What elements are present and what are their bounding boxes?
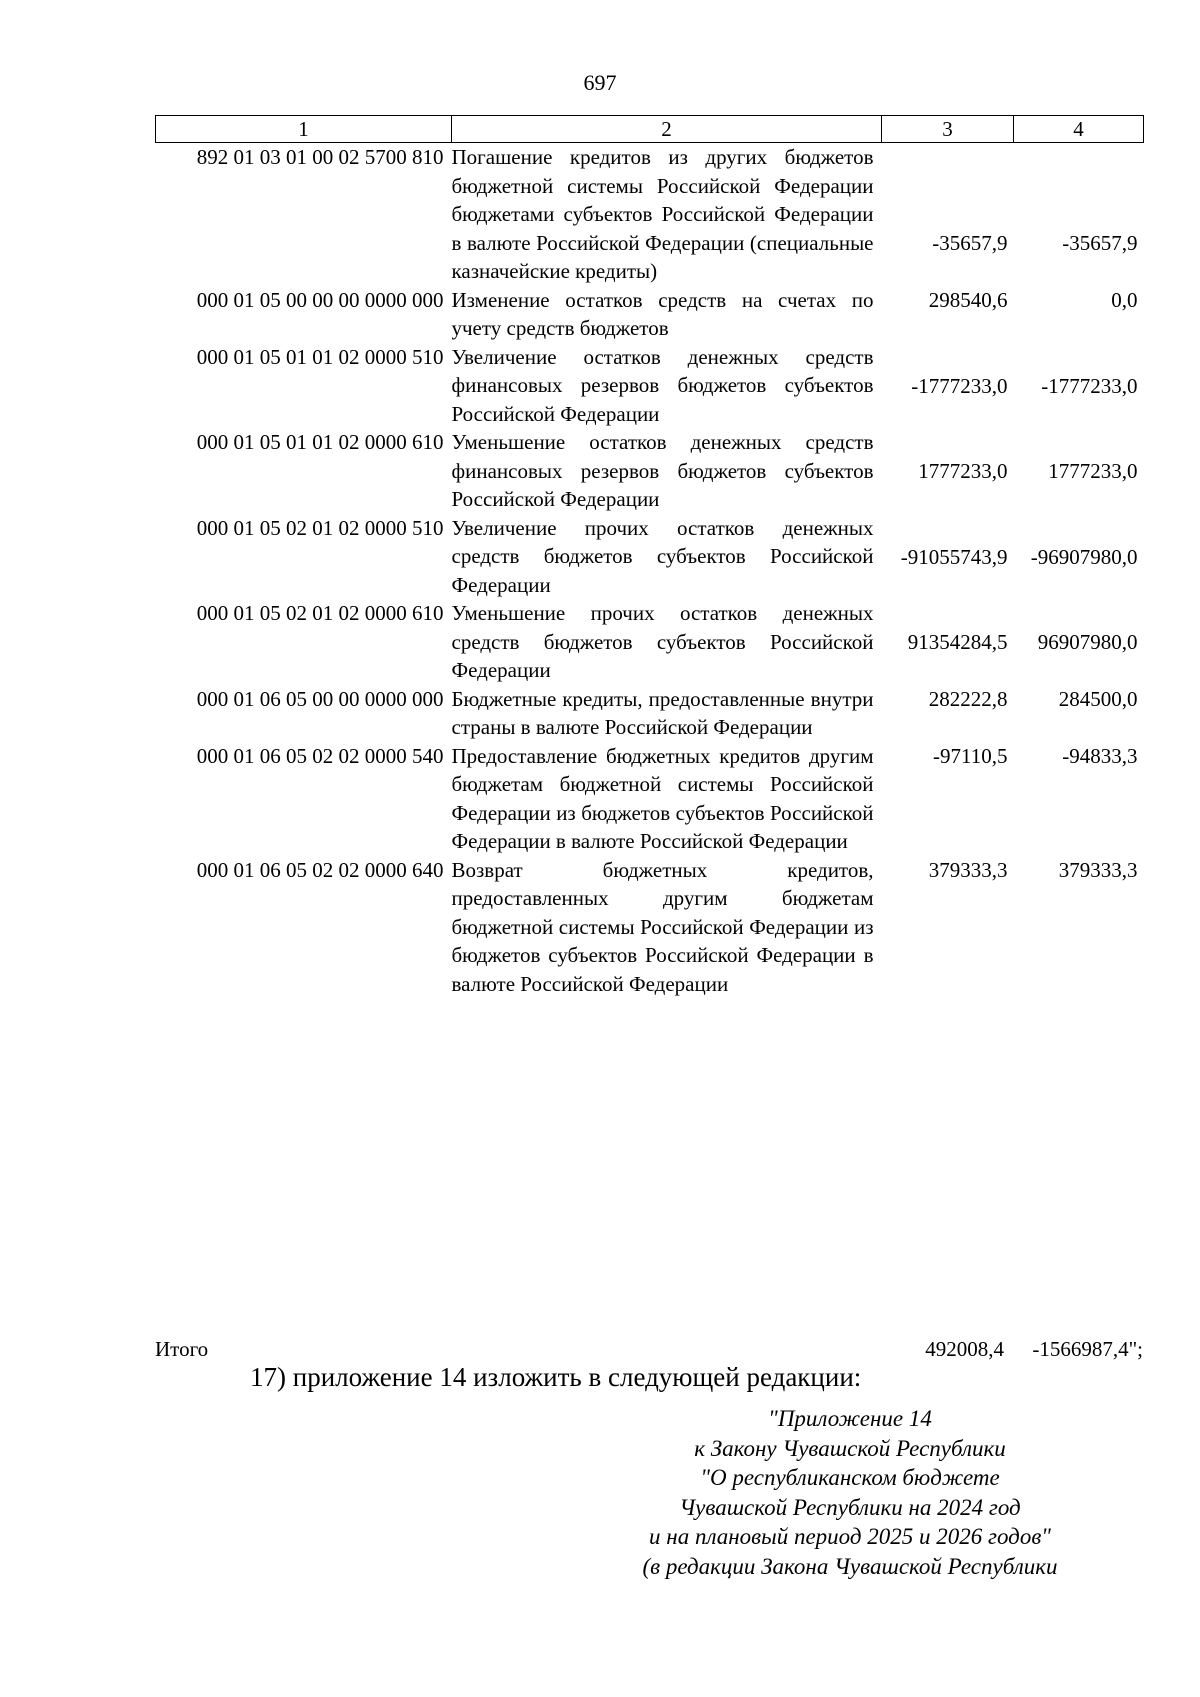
appendix-line: "О республиканском бюджете	[700, 1465, 1000, 1490]
appendix-line: к Закону Чувашской Республики	[694, 1435, 1006, 1461]
table-row	[156, 428, 1144, 514]
value-col3: 379333,3	[928, 857, 1008, 882]
budget-code: 000 01 05 01 01 02 0000 510	[196, 344, 444, 369]
total-value-col4: -1566987,4";	[1032, 1337, 1143, 1361]
column-header-1: 1	[156, 116, 452, 143]
value-col4: -94833,3	[1062, 743, 1138, 768]
row-description: Погашение кредитов из других бюджетов бюджетной системы Российской Федерации бюджетами субъектов Российской Федерации в валюте Российской Федерации (специальные казначейские кредиты)	[451, 145, 874, 283]
table-row	[156, 742, 1144, 856]
total-label: Итого	[155, 1337, 209, 1361]
value-col3: -91055743,9	[900, 544, 1008, 569]
row-description: Увеличение остатков денежных средств финансовых резервов бюджетов субъектов Российской Федерации	[451, 344, 874, 426]
column-header-3: 3	[882, 116, 1014, 143]
value-col4: 284500,0	[1058, 687, 1138, 711]
row-description: Бюджетные кредиты, предоставленные внутри страны в валюте Российской Федерации	[451, 686, 874, 739]
value-col3: 282222,8	[928, 687, 1008, 711]
row-description: Уменьшение прочих остатков денежных средств бюджетов субъектов Российской Федерации	[451, 601, 874, 682]
appendix-heading	[560, 1404, 1140, 1581]
table-row	[156, 856, 1144, 999]
value-col4: 1777233,0	[1048, 459, 1138, 483]
budget-code: 892 01 03 01 00 02 5700 810	[196, 145, 444, 169]
table-header-row	[156, 116, 1144, 143]
table-row	[156, 685, 1144, 742]
budget-code: 000 01 05 02 01 02 0000 610	[196, 601, 444, 625]
appendix-line: (в редакции Закона Чувашской Республики	[642, 1553, 1058, 1579]
value-col3: -1777233,0	[911, 373, 1008, 398]
row-description: Предоставление бюджетных кредитов другим бюджетам бюджетной системы Российской Федерации из бюджетов субъектов Российской Федерации в валюте Российской Федерации	[451, 743, 874, 853]
value-col4: 96907980,0	[1037, 630, 1138, 654]
total-value-col3: 492008,4	[925, 1337, 1004, 1361]
table-row	[156, 143, 1144, 286]
row-description: Увеличение прочих остатков денежных средств бюджетов субъектов Российской Федерации	[451, 515, 874, 597]
value-col4: -1777233,0	[1041, 373, 1138, 398]
budget-code: 000 01 05 00 00 00 0000 000	[196, 287, 444, 312]
value-col3: -35657,9	[932, 231, 1008, 255]
appendix-line: и на плановый период 2025 и 2026 годов"	[649, 1524, 1051, 1549]
budget-code: 000 01 06 05 00 00 0000 000	[196, 686, 444, 711]
value-col4: 379333,3	[1058, 857, 1138, 882]
amendment-instruction: 17) приложение 14 изложить в следующей редакции:	[250, 1362, 862, 1392]
column-header-4: 4	[1014, 116, 1144, 143]
column-header-2: 2	[452, 116, 882, 143]
appendix-line: "Приложение 14	[768, 1406, 932, 1431]
table-row	[156, 343, 1144, 429]
table-row	[156, 514, 1144, 600]
value-col4: -96907980,0	[1030, 544, 1138, 569]
value-col3: 298540,6	[928, 288, 1008, 312]
budget-code: 000 01 05 02 01 02 0000 510	[196, 515, 444, 540]
table-row	[156, 599, 1144, 685]
budget-code: 000 01 05 01 01 02 0000 610	[196, 430, 444, 454]
value-col3: -97110,5	[933, 743, 1008, 768]
budget-code: 000 01 06 05 02 02 0000 640	[196, 857, 444, 882]
page-number: 697	[583, 70, 617, 95]
value-col3: 1777233,0	[918, 459, 1008, 483]
budget-code: 000 01 06 05 02 02 0000 540	[196, 743, 444, 768]
appendix-line: Чувашской Республики на 2024 год	[679, 1494, 1021, 1520]
value-col3: 91354284,5	[907, 630, 1008, 654]
row-description: Уменьшение остатков денежных средств финансовых резервов бюджетов субъектов Российской Федерации	[451, 430, 874, 511]
row-description: Изменение остатков средств на счетах по учету средств бюджетов	[451, 287, 874, 340]
table-row	[156, 286, 1144, 343]
budget-table	[155, 115, 1144, 998]
row-description: Возврат бюджетных кредитов, предоставленных другим бюджетам бюджетной системы Российской Федерации из бюджетов субъектов Российской Федерации в валюте Российской Федерации	[451, 857, 874, 996]
value-col4: 0,0	[1111, 288, 1138, 312]
value-col4: -35657,9	[1062, 231, 1138, 255]
